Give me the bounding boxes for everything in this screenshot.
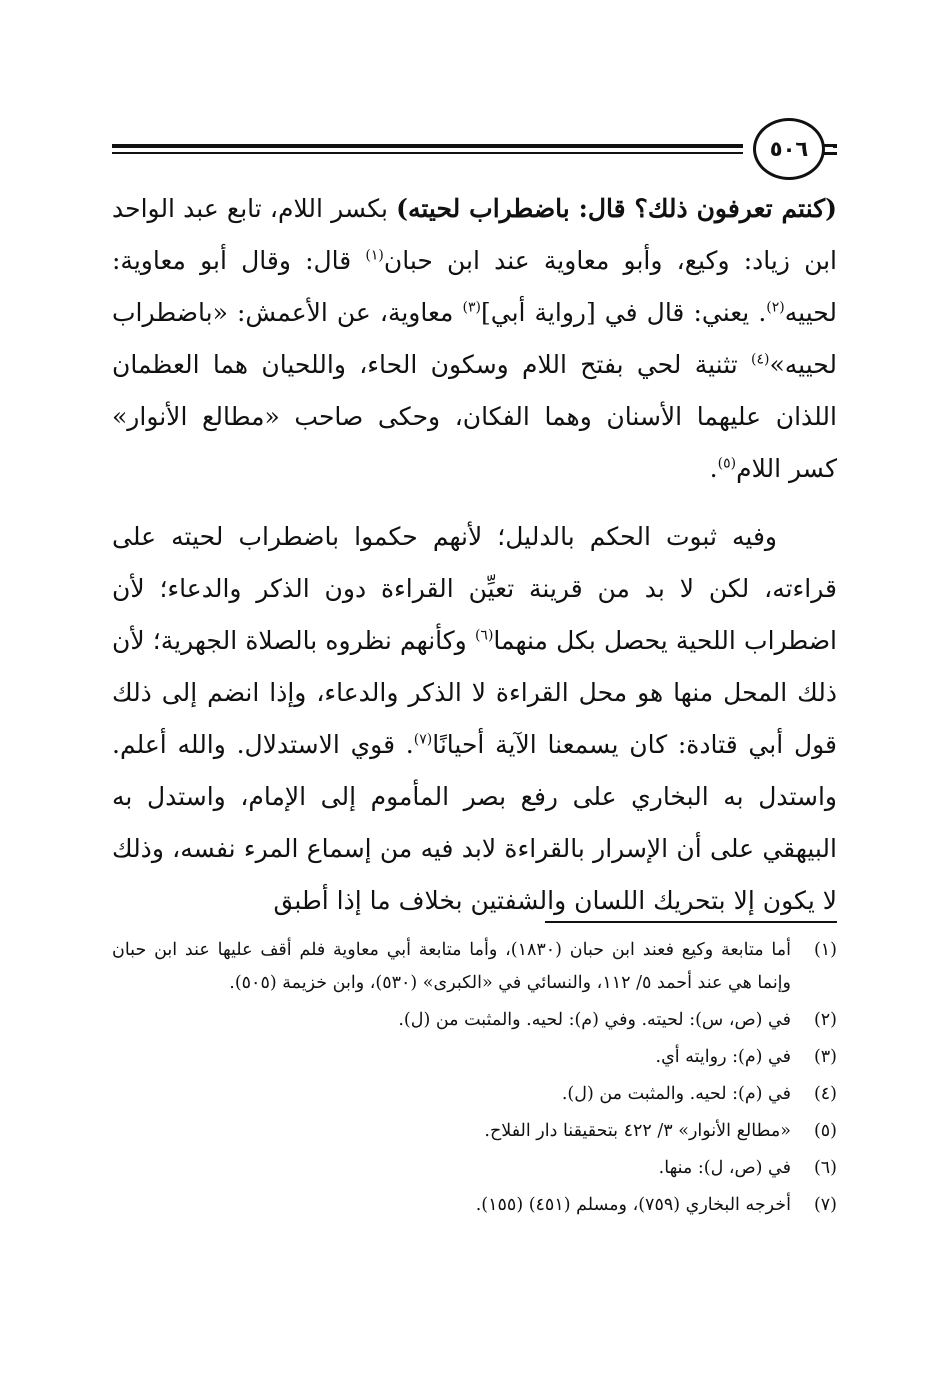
- footnote-1: [112, 934, 837, 1000]
- footnote-4: [112, 1078, 837, 1111]
- footnote-ref-2[interactable]: (٢): [766, 299, 785, 316]
- footnote-5: [112, 1115, 837, 1148]
- footnote-separator: [545, 921, 837, 923]
- footnote-text: في (م): لحيه. والمثبت من (ل).: [561, 1084, 791, 1104]
- footnote-ref-4[interactable]: (٤): [750, 351, 770, 368]
- footnote-ref-7[interactable]: (٧): [413, 731, 433, 748]
- quoted-hadith-text: (كنتم تعرفون ذلك؟ قال: باضطراب لحيته): [396, 194, 837, 223]
- footnote-number: (٦): [813, 1158, 837, 1178]
- header-rule-thin: [112, 152, 837, 154]
- footnote-ref-6[interactable]: (٦): [474, 627, 494, 644]
- footnote-7: [112, 1189, 837, 1222]
- footnote-ref-5[interactable]: (٥): [717, 455, 737, 472]
- footnote-text: «مطالع الأنوار» ٣/ ٤٢٢ بتحقيقنا دار الفلاح.: [484, 1121, 791, 1141]
- text-span: تثنية لحي بفتح اللام وسكون الحاء، واللحيان هما العظمان اللذان عليهما الأسنان وهما الفكان، وحكى صاحب «مطالع الأنوار» كسر اللام: [112, 350, 837, 483]
- text-span: معاوية، عن الأعمش: «باضطراب لحييه»: [112, 298, 837, 379]
- footnote-number: (١): [813, 940, 837, 960]
- footnote-text: أما متابعة وكيع فعند ابن حبان (١٨٣٠)، وأما متابعة أبي معاوية فلم أقف عليها عند ابن حبان وإنما هي عند أحمد ٥/ ١١٢، والنسائي في «الكبرى» (٥٣٠)، وابن خزيمة (٥٠٥).: [112, 940, 791, 993]
- footnote-text: في (ص، ل): منها.: [658, 1158, 791, 1178]
- header-rule-thick: [112, 144, 837, 148]
- text-span: . قوي الاستدلال. والله أعلم. واستدل به البخاري على رفع بصر المأموم إلى الإمام، واستدل به البيهقي على أن الإسرار بالقراءة لابد فيه من إسماع المرء نفسه، وذلك لا يكون إلا بتحريك اللسان والشفتين بخلاف ما إذا أطبق: [112, 730, 837, 915]
- text-span: .: [709, 454, 718, 483]
- footnote-text: في (م): روايته أي.: [655, 1047, 791, 1067]
- footnote-3: [112, 1041, 837, 1074]
- footnote-6: [112, 1152, 837, 1185]
- page-header: [112, 112, 837, 182]
- text-span: . يعني: قال في [رواية أبي]: [480, 298, 767, 327]
- text-span: قال: وقال أبو معاوية: لحييه: [112, 246, 837, 327]
- footnote-number: (٣): [813, 1047, 837, 1067]
- text-span: وفيه ثبوت الحكم بالدليل؛ لأنهم حكموا باضطراب لحيته على قراءته، لكن لا بد من قرينة تعيِّن القراءة دون الذكر والدعاء؛ لأن اضطراب اللحية يحصل بكل منهما: [112, 522, 837, 655]
- text-span: وكأنهم نظروه بالصلاة الجهرية؛ لأن ذلك المحل منها هو محل القراءة لا الذكر والدعاء، وإذا انضم إلى ذلك قول أبي قتادة: كان يسمعنا الآية أحيانًا: [112, 626, 837, 759]
- paragraph-1: [112, 183, 837, 495]
- footnote-number: (٢): [813, 1010, 837, 1030]
- footnote-number: (٤): [813, 1084, 837, 1104]
- paragraph-2: [112, 511, 837, 927]
- main-text: [112, 183, 837, 927]
- footnote-number: (٧): [813, 1195, 837, 1215]
- footnote-text: في (ص، س): لحيته. وفي (م): لحيه. والمثبت من (ل).: [398, 1010, 791, 1030]
- footnote-text: أخرجه البخاري (٧٥٩)، ومسلم (٤٥١) (١٥٥).: [475, 1195, 791, 1215]
- footnote-ref-1[interactable]: (١): [365, 247, 384, 264]
- text-span: بكسر اللام، تابع عبد الواحد ابن زياد: وكيع، وأبو معاوية عند ابن حبان: [112, 194, 838, 275]
- footnote-2: [112, 1004, 837, 1037]
- page-number-ornament: [743, 116, 833, 180]
- footnote-ref-3[interactable]: (٣): [462, 299, 481, 316]
- page-number: ٥٠٦: [753, 118, 825, 180]
- footnotes: [112, 934, 837, 1226]
- footnote-number: (٥): [813, 1121, 837, 1141]
